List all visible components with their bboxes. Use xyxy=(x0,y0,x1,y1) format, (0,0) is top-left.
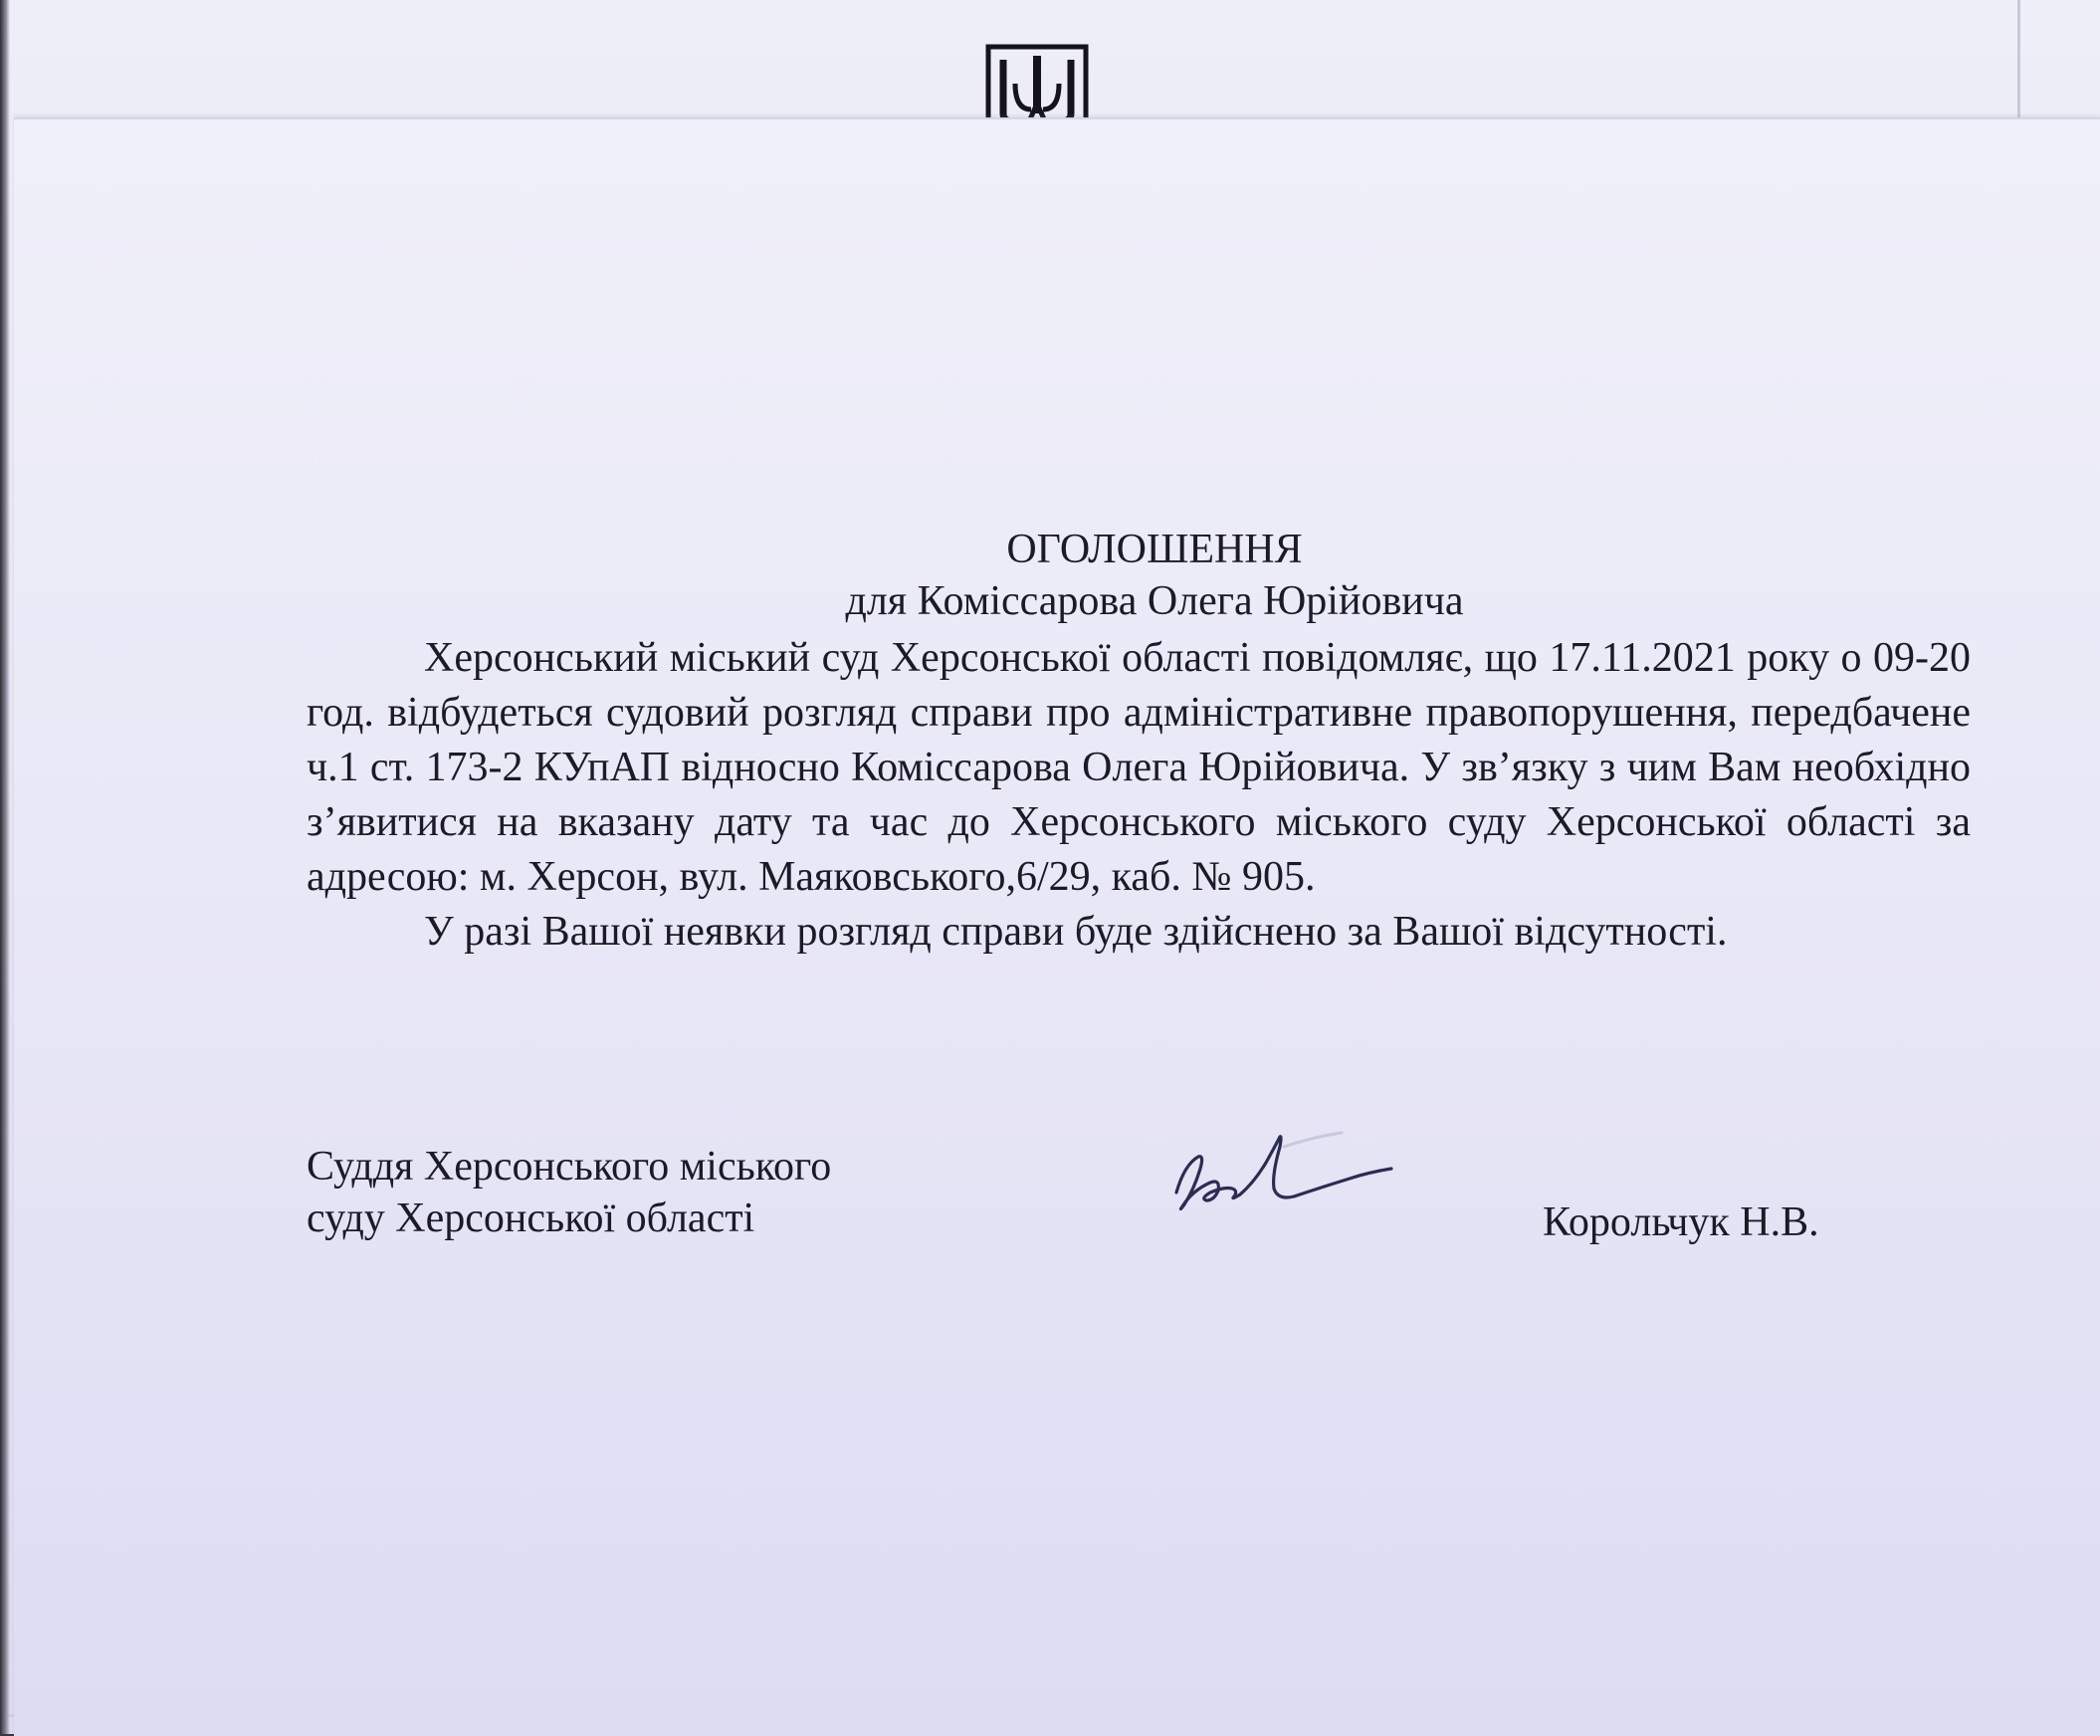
handwritten-signature xyxy=(1155,1117,1403,1246)
notice-paragraph-hearing: Херсонський міський суд Херсонської області повідомляє, що 17.11.2021 року о 09-20 год. відбудеться судовий розгляд справи про адміністративне правопорушення, передбачене ч.1 ст. 173-2 КУпАП відносно Коміссарова Олега Юрійовича. У зв’язку з чим Вам необхідно з’явитися на вказану дату та час до Херсонського міського суду Херсонської області за адресою: м. Херсон, вул. Маяковського,6/29, каб. № 905. xyxy=(307,635,1971,900)
judge-position-line-2: суду Херсонської області xyxy=(307,1195,755,1241)
notice-addressee: для Коміссарова Олега Юрійовича xyxy=(845,578,1464,624)
judge-position xyxy=(307,1141,1003,1244)
judge-name: Корольчук Н.В. xyxy=(1543,1199,1819,1245)
notice-paragraph-absence: У разі Вашої неявки розгляд справи буде здійснено за Вашої відсутності. xyxy=(424,909,1728,955)
judge-position-line-1: Суддя Херсонського міського xyxy=(307,1144,832,1190)
notice-title: ОГОЛОШЕННЯ xyxy=(1006,527,1303,572)
notice-body xyxy=(307,631,1971,960)
